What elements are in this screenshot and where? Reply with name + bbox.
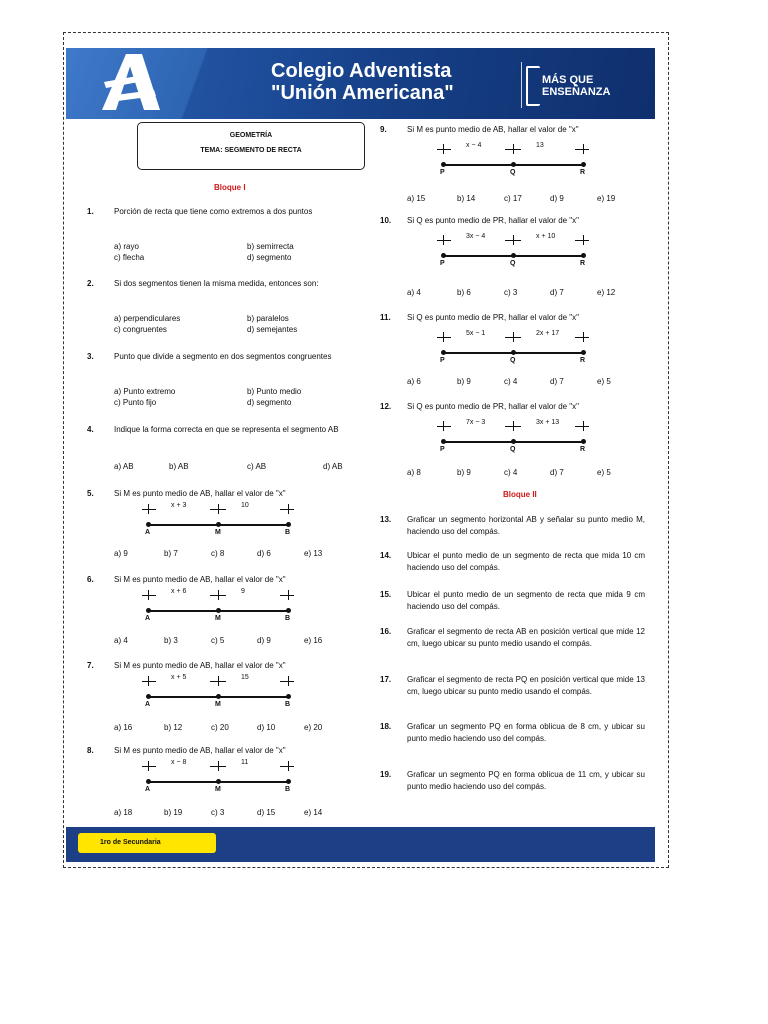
point-label: Q (510, 169, 516, 176)
question-text: Si M es punto medio de AB, hallar el valor de "x" (114, 489, 286, 498)
measure-bar (575, 240, 589, 241)
point-label: A (145, 701, 151, 708)
answer-option: c) Punto fijo (114, 398, 157, 407)
answer-option: d) 9 (257, 636, 271, 645)
segment-point (286, 779, 291, 784)
question-text: Graficar el segmento de recta AB en posición vertical que mide 12 cm, luego ubicar su punto medio usando el compás. (407, 627, 645, 648)
segment-point (286, 522, 291, 527)
segment-measure-label: x + 3 (171, 502, 187, 509)
answer-option: a) AB (114, 462, 134, 471)
segment-measure-label: 2x + 17 (536, 330, 560, 337)
answer-option: e) 13 (304, 549, 323, 558)
answer-option: c) congruentes (114, 325, 167, 334)
point-label: R (580, 169, 586, 176)
question-number: 4. (87, 425, 94, 434)
answer-option: c) 5 (211, 636, 225, 645)
answer-option: b) 12 (164, 723, 183, 732)
answer-option: a) 15 (407, 194, 426, 203)
segment-measure-label: 3x + 13 (536, 419, 560, 426)
block-2-title: Bloque II (503, 490, 537, 499)
topic-box (137, 122, 365, 170)
answer-option: d) 9 (550, 194, 564, 203)
question-number: 3. (87, 352, 94, 361)
answer-option: c) 8 (211, 549, 225, 558)
segment-point (441, 253, 446, 258)
segment-point (146, 694, 151, 699)
question-number: 10. (380, 216, 392, 225)
point-label: P (440, 260, 445, 267)
answer-option: a) 16 (114, 723, 133, 732)
school-logo-icon (98, 52, 162, 112)
question-number: 15. (380, 590, 392, 599)
point-label: Q (510, 260, 516, 267)
answer-option: b) semirrecta (247, 242, 294, 251)
measure-bar (142, 509, 156, 510)
answer-option: c) 20 (211, 723, 229, 732)
segment-point (216, 608, 221, 613)
answer-option: b) 7 (164, 549, 178, 558)
answer-option: e) 19 (597, 194, 616, 203)
point-label: M (215, 615, 221, 622)
question-text: Punto que divide a segmento en dos segmentos congruentes (114, 352, 332, 361)
answer-option: a) 18 (114, 808, 133, 817)
answer-option: b) 19 (164, 808, 183, 817)
segment-measure-label: 7x − 3 (466, 419, 486, 426)
measure-bar (212, 595, 226, 596)
segment-measure-label: x + 10 (536, 233, 556, 240)
segment-point (511, 439, 516, 444)
school-name (271, 60, 454, 104)
answer-option: b) AB (169, 462, 189, 471)
answer-option: b) 14 (457, 194, 476, 203)
question-text: Graficar un segmento PQ en forma oblicua de 8 cm, y ubicar su punto medio haciendo uso del compás. (407, 722, 645, 743)
book-icon (526, 66, 540, 106)
question-text: Si dos segmentos tienen la misma medida, entonces son: (114, 279, 319, 288)
answer-option: a) 4 (407, 288, 421, 297)
answer-option: b) 9 (457, 377, 471, 386)
answer-option: d) AB (323, 462, 343, 471)
topic-title: TEMA: SEGMENTO DE RECTA (200, 147, 302, 154)
answer-option: d) 15 (257, 808, 276, 817)
segment-point (581, 162, 586, 167)
measure-bar (575, 149, 589, 150)
point-label: Q (510, 446, 516, 453)
answer-option: b) 3 (164, 636, 178, 645)
answer-option: b) 9 (457, 468, 471, 477)
question-number: 11. (380, 313, 391, 322)
answer-option: c) AB (247, 462, 267, 471)
answer-option: a) 9 (114, 549, 128, 558)
segment-point (216, 522, 221, 527)
measure-bar (280, 509, 294, 510)
point-label: B (285, 701, 291, 708)
measure-bar (507, 426, 521, 427)
point-label: Q (510, 357, 516, 364)
answer-option: b) 6 (457, 288, 471, 297)
answer-option: e) 5 (597, 468, 611, 477)
course-title: GEOMETRÍA (229, 132, 273, 139)
question-text: Si Q es punto medio de PR, hallar el valor de "x" (407, 402, 579, 411)
slogan-line1: MÁS QUE (542, 74, 594, 86)
measure-bar (507, 149, 521, 150)
question-text: Si Q es punto medio de PR, hallar el valor de "x" (407, 216, 579, 225)
answer-option: c) 4 (504, 377, 518, 386)
school-name-line1: Colegio Adventista (271, 60, 452, 82)
segment-point (146, 522, 151, 527)
question-number: 5. (87, 489, 94, 498)
answer-option: a) 8 (407, 468, 421, 477)
point-label: P (440, 169, 445, 176)
point-label: A (145, 786, 151, 793)
answer-option: e) 12 (597, 288, 616, 297)
footer-bar (66, 827, 655, 862)
answer-option: c) 17 (504, 194, 522, 203)
measure-bar (280, 595, 294, 596)
answer-option: a) 4 (114, 636, 128, 645)
question-text: Si M es punto medio de AB, hallar el valor de "x" (114, 575, 286, 584)
question-text: Porción de recta que tiene como extremos a dos puntos (114, 207, 313, 216)
answer-option: d) semejantes (247, 325, 298, 334)
measure-bar (142, 595, 156, 596)
answer-option: d) 7 (550, 288, 564, 297)
point-label: M (215, 529, 221, 536)
segment-measure-label: 9 (241, 588, 245, 595)
segment-point (146, 779, 151, 784)
answer-option: d) 7 (550, 377, 564, 386)
answer-option: b) paralelos (247, 314, 289, 323)
question-text: Si M es punto medio de AB, hallar el valor de "x" (114, 746, 286, 755)
segment-point (286, 608, 291, 613)
slogan (526, 64, 626, 106)
segment-measure-label: 15 (241, 674, 249, 681)
measure-bar (437, 337, 451, 338)
measure-bar (212, 509, 226, 510)
question-text: Indique la forma correcta en que se representa el segmento AB (114, 425, 339, 434)
question-number: 16. (380, 627, 392, 636)
measure-bar (507, 240, 521, 241)
measure-bar (212, 766, 226, 767)
segment-measure-label: 11 (241, 759, 249, 766)
point-label: B (285, 615, 291, 622)
measure-bar (575, 426, 589, 427)
segment-point (441, 439, 446, 444)
question-number: 9. (380, 125, 387, 134)
question-number: 17. (380, 675, 392, 684)
segment-measure-label: 13 (536, 142, 544, 149)
answer-option: a) perpendiculares (114, 314, 181, 323)
segment-measure-label: 5x − 1 (466, 330, 486, 337)
answer-option: c) 4 (504, 468, 518, 477)
answer-option: a) 6 (407, 377, 421, 386)
point-label: P (440, 446, 445, 453)
measure-bar (507, 337, 521, 338)
measure-bar (437, 240, 451, 241)
answer-option: c) flecha (114, 253, 145, 262)
question-text: Si M es punto medio de AB, hallar el valor de "x" (114, 661, 286, 670)
answer-option: d) 6 (257, 549, 271, 558)
point-label: B (285, 786, 291, 793)
segment-point (441, 162, 446, 167)
segment-measure-label: x − 8 (171, 759, 187, 766)
slogan-line2: ENSEÑANZA (542, 86, 611, 98)
answer-option: e) 20 (304, 723, 323, 732)
question-number: 13. (380, 515, 392, 524)
measure-bar (437, 426, 451, 427)
question-text: Graficar un segmento horizontal AB y señalar su punto medio M, haciendo uso del compás. (407, 515, 645, 536)
segment-point (146, 608, 151, 613)
segment-point (511, 253, 516, 258)
answer-option: d) 7 (550, 468, 564, 477)
question-number: 18. (380, 722, 392, 731)
segment-point (581, 253, 586, 258)
segment-point (216, 779, 221, 784)
segment-point (511, 162, 516, 167)
question-number: 14. (380, 551, 392, 560)
point-label: P (440, 357, 445, 364)
point-label: A (145, 615, 151, 622)
segment-point (581, 439, 586, 444)
answer-option: d) segmento (247, 398, 292, 407)
measure-bar (142, 766, 156, 767)
school-name-line2: "Unión Americana" (271, 82, 454, 104)
measure-bar (142, 681, 156, 682)
answer-option: c) 3 (504, 288, 518, 297)
question-number: 19. (380, 770, 392, 779)
measure-bar (212, 681, 226, 682)
answer-option: a) Punto extremo (114, 387, 176, 396)
measure-bar (280, 681, 294, 682)
measure-bar (280, 766, 294, 767)
segment-measure-label: 10 (241, 502, 249, 509)
point-label: R (580, 446, 586, 453)
question-number: 1. (87, 207, 94, 216)
answer-option: e) 16 (304, 636, 323, 645)
measure-bar (575, 337, 589, 338)
question-number: 8. (87, 746, 94, 755)
answer-option: d) segmento (247, 253, 292, 262)
answer-option: e) 14 (304, 808, 323, 817)
point-label: M (215, 786, 221, 793)
answer-option: b) Punto medio (247, 387, 302, 396)
header-banner (66, 48, 655, 119)
segment-measure-label: x − 4 (466, 142, 482, 149)
question-number: 7. (87, 661, 94, 670)
segment-point (581, 350, 586, 355)
segment-measure-label: x + 5 (171, 674, 187, 681)
point-label: R (580, 357, 586, 364)
point-label: A (145, 529, 151, 536)
question-number: 12. (380, 402, 392, 411)
answer-option: a) rayo (114, 242, 139, 251)
measure-bar (437, 149, 451, 150)
answer-option: e) 5 (597, 377, 611, 386)
answer-option: c) 3 (211, 808, 225, 817)
question-text: Graficar el segmento de recta PQ en posición vertical que mide 13 cm, luego ubicar su punto medio usando el compás. (407, 675, 645, 696)
question-number: 2. (87, 279, 94, 288)
answer-option: d) 10 (257, 723, 276, 732)
question-text: Ubicar el punto medio de un segmento de recta que mida 9 cm haciendo uso del compás. (407, 590, 645, 611)
grade-label: 1ro de Secundaria (78, 833, 216, 853)
question-number: 6. (87, 575, 94, 584)
point-label: B (285, 529, 291, 536)
segment-measure-label: x + 6 (171, 588, 187, 595)
segment-point (216, 694, 221, 699)
point-label: M (215, 701, 221, 708)
question-text: Si Q es punto medio de PR, hallar el valor de "x" (407, 313, 579, 322)
header-divider (521, 62, 522, 108)
question-text: Graficar un segmento PQ en forma oblicua de 11 cm, y ubicar su punto medio haciendo uso del compás. (407, 770, 645, 791)
block-1-title: Bloque I (214, 183, 246, 192)
segment-point (441, 350, 446, 355)
segment-point (286, 694, 291, 699)
segment-point (511, 350, 516, 355)
question-text: Si M es punto medio de AB, hallar el valor de "x" (407, 125, 579, 134)
segment-measure-label: 3x − 4 (466, 233, 486, 240)
point-label: R (580, 260, 586, 267)
question-text: Ubicar el punto medio de un segmento de recta que mida 10 cm haciendo uso del compás. (407, 551, 645, 572)
